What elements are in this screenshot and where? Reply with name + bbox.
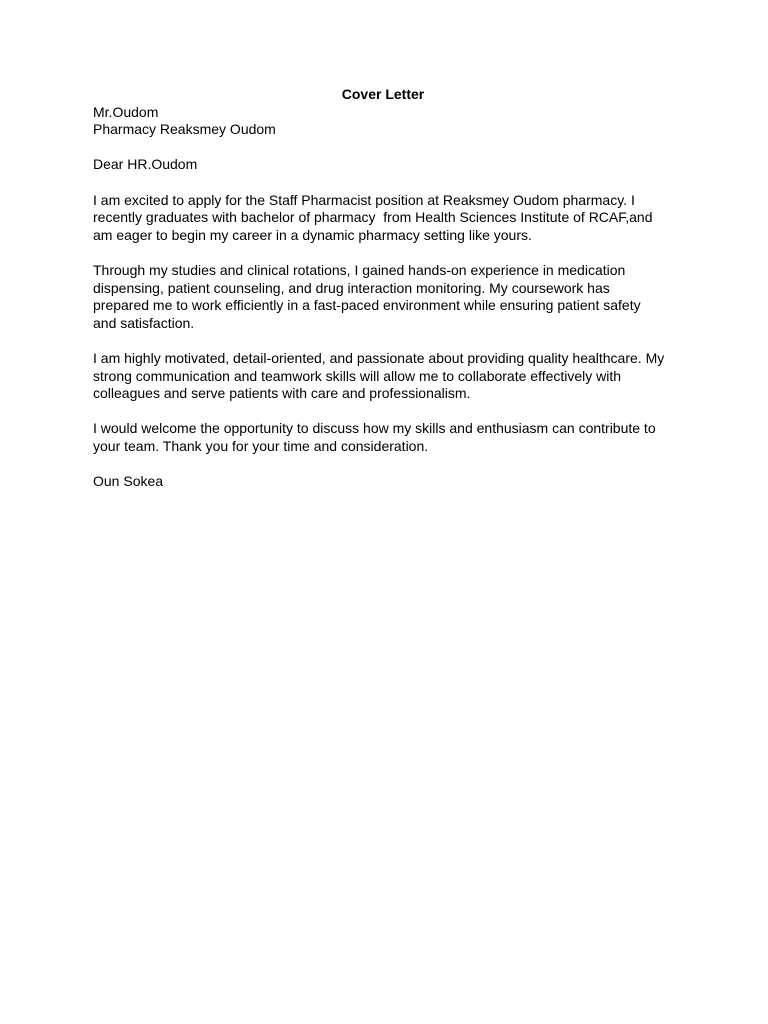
paragraph-line: recently graduates with bachelor of pharmacy from Health Sciences Institute of RCAF,and xyxy=(93,209,653,226)
recipient-company: Pharmacy Reaksmey Oudom xyxy=(93,121,276,138)
paragraph-qualities xyxy=(93,350,683,403)
paragraph-line: strong communication and teamwork skills will allow me to collaborate effectively with xyxy=(93,367,622,384)
paragraph-line: your team. Thank you for your time and consideration. xyxy=(93,437,429,454)
spacer xyxy=(93,139,683,157)
spacer xyxy=(93,174,683,192)
signature: Oun Sokea xyxy=(93,473,164,490)
paragraph-line: am eager to begin my career in a dynamic pharmacy setting like yours. xyxy=(93,226,532,243)
letter-body xyxy=(93,86,683,491)
paragraph-line: dispensing, patient counseling, and drug interaction monitoring. My coursework has xyxy=(93,279,610,296)
paragraph-line: colleagues and serve patients with care and professionalism. xyxy=(93,385,471,402)
paragraph-experience xyxy=(93,262,683,332)
paragraph-line: prepared me to work efficiently in a fast-paced environment while ensuring patient safety xyxy=(93,297,641,314)
paragraph-line: I am excited to apply for the Staff Pharmacist position at Reaksmey Oudom pharmacy. I xyxy=(93,191,635,208)
spacer xyxy=(93,403,683,421)
spacer xyxy=(93,455,683,473)
paragraph-line: I would welcome the opportunity to discuss how my skills and enthusiasm can contribute to xyxy=(93,420,656,437)
paragraph-line: Through my studies and clinical rotations, I gained hands-on experience in medication xyxy=(93,261,626,278)
spacer xyxy=(93,332,683,350)
paragraph-intro xyxy=(93,192,683,245)
paragraph-line: and satisfaction. xyxy=(93,314,195,331)
paragraph-line: I am highly motivated, detail-oriented, and passionate about providing quality healthcare. My xyxy=(93,349,665,366)
recipient-name: Mr.Oudom xyxy=(93,103,159,120)
spacer xyxy=(93,244,683,262)
paragraph-closing xyxy=(93,420,683,455)
salutation: Dear HR.Oudom xyxy=(93,156,198,173)
document-title: Cover Letter xyxy=(341,86,425,102)
